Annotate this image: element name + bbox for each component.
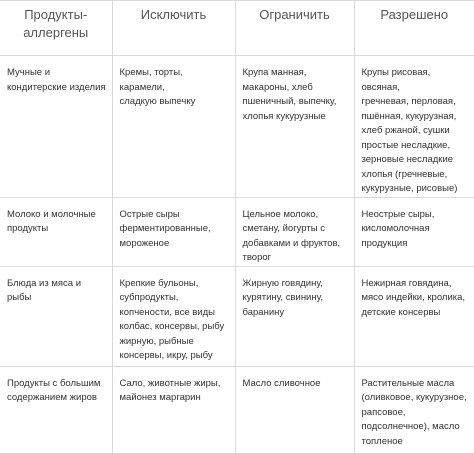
cell-product-text: Блюда из мяса и рыбы (7, 277, 82, 303)
cell-exclude-text: Кремы, торты, карамели, сладкую выпечку (119, 67, 196, 107)
cell-product-text: Мучные и кондитерские изделия (7, 67, 106, 93)
header-allowed (354, 1, 474, 56)
cell-exclude-text: Сало, животные жиры, майонез маргарин (119, 377, 221, 403)
header-allowed-label: Разрешено (380, 7, 449, 22)
cell-exclude (112, 56, 235, 198)
header-limit-label: Ограничить (259, 7, 330, 22)
header-products (0, 1, 112, 56)
table-row (0, 197, 474, 266)
header-products-label: Продукты- аллергены (23, 7, 89, 40)
cell-limit-text: Крупа манная, макароны, хлеб пшеничный, выпечку, хлопья кукурузные (242, 67, 337, 122)
cell-product (0, 366, 112, 453)
cell-limit (235, 266, 354, 366)
table-row (0, 366, 474, 453)
cell-exclude (112, 197, 235, 266)
header-limit (235, 1, 354, 56)
cell-allowed (354, 366, 474, 453)
table-header-row (0, 1, 474, 56)
cell-exclude (112, 266, 235, 366)
cell-product (0, 266, 112, 366)
cell-limit (235, 366, 354, 453)
cell-exclude (112, 366, 235, 453)
table-row (0, 266, 474, 366)
table-row (0, 56, 474, 198)
cell-product-text: Продукты с большим содержанием жиров (7, 377, 101, 403)
cell-limit (235, 197, 354, 266)
cell-allowed (354, 266, 474, 366)
cell-limit-text: Масло сливочное (242, 377, 321, 389)
cell-allowed (354, 56, 474, 198)
header-exclude (112, 1, 235, 56)
cell-allowed-text: Нежирная говядина, мясо индейки, кролика, детские консервы (361, 277, 466, 318)
cell-allowed-text: Растительные масла (оливковое, кукурузное, рапсовое, подсолнечное), масло топленое (361, 377, 467, 447)
header-exclude-label: Исключить (140, 7, 207, 22)
cell-allowed-text: Неострые сыры, кисломолочная продукция (361, 208, 435, 249)
cell-limit-text: Жирную говядину, курятину, свинину, баранину (242, 277, 324, 318)
cell-exclude-text: Острые сыры ферментированные, мороженое (119, 208, 211, 249)
cell-product (0, 56, 112, 198)
cell-allowed (354, 197, 474, 266)
cell-allowed-text: Крупы рисовая, овсяная, гречневая, перловая, пшённая, кукурузная, хлеб ржаной, сушки простые несладкие, зерновые несладкие хлопья (гречневые, кукурузные, рисовые) (361, 67, 458, 194)
cell-product (0, 197, 112, 266)
cell-product-text: Молоко и молочные продукты (7, 208, 96, 234)
cell-limit (235, 56, 354, 198)
cell-limit-text: Цельное молоко, сметану, йогурты с добавками и фруктов, творог (242, 208, 341, 263)
cell-exclude-text: Крепкие бульоны, субпродукты, копчености, все виды колбас, консервы, рыбу жирную, рыбные консервы, икру, рыбу (119, 277, 225, 361)
